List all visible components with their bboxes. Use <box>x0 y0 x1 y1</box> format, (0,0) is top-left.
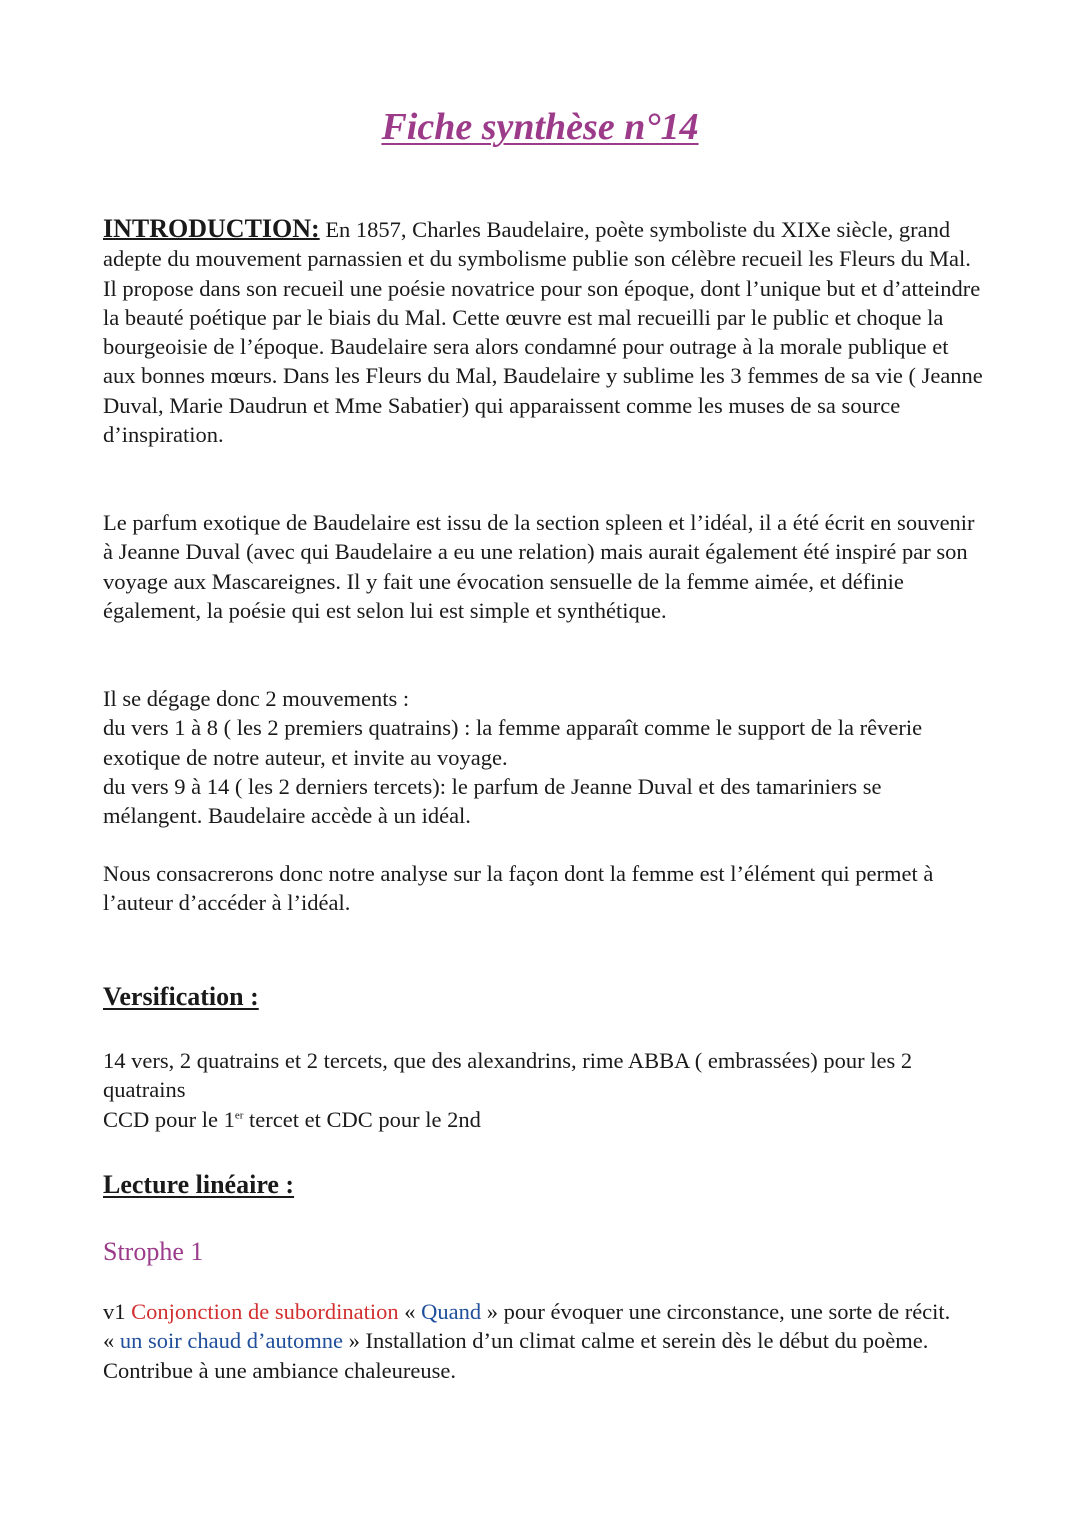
intro-heading: INTRODUCTION: <box>103 214 320 243</box>
movements-intro: Il se dégage donc 2 mouvements : <box>103 686 410 711</box>
versification-heading: Versification : <box>103 982 259 1011</box>
intro-paragraph <box>103 214 983 449</box>
quotation: Quand <box>421 1299 482 1324</box>
versification-block <box>103 1046 983 1134</box>
problematic-paragraph: Nous consacrerons donc notre analyse sur la façon dont la femme est l’élément qui permet à l’auteur d’accéder à l’idéal. <box>103 861 934 916</box>
analysis-quote-2: « un soir chaud d’automne » Installation d’un climat calme et serein dès le début du poème. Contribue à une ambiance chaleureuse. <box>103 1328 929 1383</box>
lecture-heading: Lecture linéaire : <box>103 1170 295 1199</box>
text-paragraph: Le parfum exotique de Baudelaire est issu de la section spleen et l’idéal, il a été écrit en souvenir à Jeanne Duval (avec qui Baudelaire a eu une relation) mais aurait également été inspiré par son voyage aux Mascareignes. Il y fait une évocation sensuelle de la femme aimée, et définie également, la poésie qui est selon lui est simple et synthétique. <box>103 510 975 623</box>
grammar-term: Conjonction de subordination <box>131 1299 399 1324</box>
analysis-block <box>103 1297 983 1385</box>
strophe-heading: Strophe 1 <box>103 1237 204 1266</box>
versification-line-2: CCD pour le 1er tercet et CDC pour le 2nd <box>103 1106 481 1132</box>
movement-2: du vers 9 à 14 ( les 2 derniers tercets): le parfum de Jeanne Duval et des tamariniers se mélangent. Baudelaire accède à un idéal. <box>103 773 882 829</box>
versification-line-1: 14 vers, 2 quatrains et 2 tercets, que des alexandrins, rime ABBA ( embrassées) pour les 2 quatrains <box>103 1048 913 1103</box>
quotation: un soir chaud d’automne <box>119 1328 343 1354</box>
intro-text: En 1857, Charles Baudelaire, poète symboliste du XIXe siècle, grand adepte du mouvement parnassien et du symbolisme publie son célèbre recueil les Fleurs du Mal. Il propose dans son recueil une poésie novatrice pour son époque, dont l’unique but et d’atteindre la beauté poétique par le biais du Mal. Cette œuvre est mal recueilli par le public et choque la bourgeoisie de l’époque. Baudelaire sera alors condamné pour outrage à la morale publique et aux bonnes mœurs. Dans les Fleurs du Mal, Baudelaire y sublime les 3 femmes de sa vie ( Jeanne Duval, Marie Daudrun et Mme Sabatier) qui apparaissent comme les muses de sa source d’inspiration. <box>103 217 983 448</box>
document-title: Fiche synthèse n°14 <box>381 106 699 148</box>
movements-block <box>103 684 983 830</box>
movement-1: du vers 1 à 8 ( les 2 premiers quatrains) : la femme apparaît comme le support de la rêverie exotique de notre auteur, et invite au voyage. <box>103 715 923 770</box>
analysis-v1: v1 Conjonction de subordination « Quand » pour évoquer une circonstance, une sorte de récit. <box>103 1299 951 1324</box>
